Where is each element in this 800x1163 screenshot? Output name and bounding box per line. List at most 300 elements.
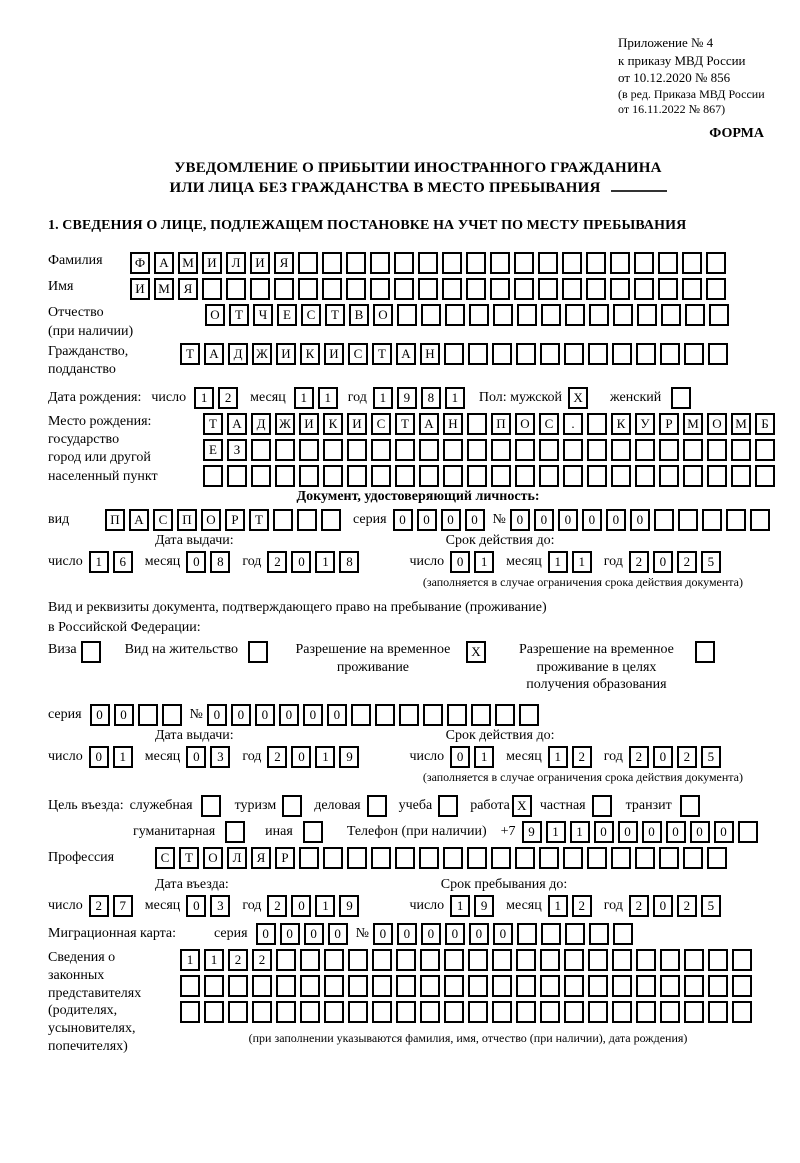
name-cell[interactable] [370,278,390,300]
profession-cell[interactable]: С [155,847,175,869]
doc-number-cell[interactable]: 0 [510,509,530,531]
profession-cell[interactable]: Я [251,847,271,869]
birthplace-cell[interactable] [227,465,247,487]
residence-permit-checkbox-cell[interactable] [248,641,268,663]
birthplace-cell[interactable] [467,465,487,487]
mig-number-cell[interactable] [541,923,561,945]
surname-cell[interactable] [322,252,342,274]
rvp-series-cell[interactable]: 0 [90,704,110,726]
sex-female-checkbox-cell[interactable] [671,387,691,409]
birthplace-cell[interactable] [635,465,655,487]
birthplace-cell[interactable]: К [611,413,631,435]
patronymic-cell[interactable] [589,304,609,326]
surname-cell[interactable] [634,252,654,274]
representative-cell[interactable] [684,1001,704,1023]
rvp-number-cell[interactable]: 0 [279,704,299,726]
birthplace-cell[interactable] [347,439,367,461]
representative-cell[interactable]: 1 [180,949,200,971]
doc-valid-day-cell[interactable]: 1 [474,551,494,573]
birthplace-cell[interactable]: О [515,413,535,435]
mig-number-cell[interactable] [589,923,609,945]
phone-cell[interactable]: 0 [666,821,686,843]
citizenship-cell[interactable]: Т [180,343,200,365]
representative-cell[interactable] [396,949,416,971]
birthplace-cell[interactable]: Р [659,413,679,435]
birthplace-cell[interactable] [275,465,295,487]
birthplace-cell[interactable] [419,439,439,461]
birthplace-cell[interactable] [587,465,607,487]
representative-cell[interactable] [372,975,392,997]
rvp-issue-day-cell[interactable]: 0 [89,746,109,768]
visa-checkbox-cell[interactable] [81,641,101,663]
patronymic-cell[interactable]: О [205,304,225,326]
representative-cell[interactable] [660,975,680,997]
rvp-issue-year-cell[interactable]: 9 [339,746,359,768]
representative-cell[interactable] [636,975,656,997]
representative-cell[interactable] [708,1001,728,1023]
name-cell[interactable] [586,278,606,300]
purpose-business-checkbox-cell[interactable] [367,795,387,817]
representative-cell[interactable] [564,1001,584,1023]
name-cell[interactable] [202,278,222,300]
purpose-work-checkbox-cell[interactable]: X [512,795,532,817]
phone-cell[interactable]: 0 [714,821,734,843]
rvp-issue-year-cell[interactable]: 0 [291,746,311,768]
birthplace-cell[interactable] [395,439,415,461]
doc-type-cell[interactable] [297,509,317,531]
citizenship-cell[interactable]: К [300,343,320,365]
doc-series-cell[interactable]: 0 [393,509,413,531]
doc-series-cell[interactable]: 0 [417,509,437,531]
rvp-issue-month-cell[interactable]: 3 [210,746,230,768]
birthplace-cell[interactable] [755,439,775,461]
representative-cell[interactable] [204,1001,224,1023]
birth-year-cell[interactable]: 1 [373,387,393,409]
birthplace-cell[interactable] [371,439,391,461]
citizenship-cell[interactable] [540,343,560,365]
birthplace-cell[interactable]: Е [203,439,223,461]
purpose-other-checkbox-cell[interactable] [303,821,323,843]
patronymic-cell[interactable] [517,304,537,326]
birthplace-cell[interactable]: И [299,413,319,435]
citizenship-cell[interactable]: Т [372,343,392,365]
stay-year-cell[interactable]: 0 [653,895,673,917]
representative-cell[interactable] [348,1001,368,1023]
patronymic-cell[interactable]: Т [229,304,249,326]
rvp-valid-year-cell[interactable]: 0 [653,746,673,768]
representative-cell[interactable] [348,949,368,971]
birthplace-cell[interactable] [443,439,463,461]
mig-series-cell[interactable]: 0 [280,923,300,945]
doc-issue-month-cell[interactable]: 0 [186,551,206,573]
surname-cell[interactable] [466,252,486,274]
representative-cell[interactable] [324,975,344,997]
entry-day-cell[interactable]: 7 [113,895,133,917]
profession-cell[interactable]: О [203,847,223,869]
citizenship-cell[interactable]: Д [228,343,248,365]
birthplace-cell[interactable]: М [731,413,751,435]
birthplace-cell[interactable] [251,465,271,487]
birthplace-cell[interactable]: С [539,413,559,435]
representative-cell[interactable] [324,1001,344,1023]
birthplace-cell[interactable] [635,439,655,461]
doc-type-cell[interactable]: П [177,509,197,531]
rvp-series-cell[interactable] [138,704,158,726]
doc-valid-year-cell[interactable]: 5 [701,551,721,573]
representative-cell[interactable] [540,975,560,997]
entry-year-cell[interactable]: 0 [291,895,311,917]
citizenship-cell[interactable]: И [324,343,344,365]
purpose-tourism-checkbox-cell[interactable] [282,795,302,817]
representative-cell[interactable] [252,1001,272,1023]
patronymic-cell[interactable]: С [301,304,321,326]
patronymic-cell[interactable] [637,304,657,326]
doc-type-cell[interactable]: Р [225,509,245,531]
rvp-number-cell[interactable] [495,704,515,726]
patronymic-cell[interactable] [661,304,681,326]
representative-cell[interactable] [684,949,704,971]
birthplace-cell[interactable] [539,465,559,487]
birthplace-cell[interactable] [299,465,319,487]
birthplace-cell[interactable] [371,465,391,487]
name-cell[interactable] [562,278,582,300]
profession-cell[interactable]: Л [227,847,247,869]
birthplace-cell[interactable] [323,439,343,461]
name-cell[interactable] [442,278,462,300]
surname-cell[interactable]: И [250,252,270,274]
surname-cell[interactable] [586,252,606,274]
birthplace-cell[interactable] [587,413,607,435]
surname-cell[interactable] [706,252,726,274]
birthplace-cell[interactable] [611,465,631,487]
surname-cell[interactable] [442,252,462,274]
representative-cell[interactable] [276,949,296,971]
patronymic-cell[interactable] [541,304,561,326]
surname-cell[interactable]: И [202,252,222,274]
doc-number-cell[interactable] [726,509,746,531]
citizenship-cell[interactable] [516,343,536,365]
profession-cell[interactable] [587,847,607,869]
mig-number-cell[interactable]: 0 [397,923,417,945]
doc-number-cell[interactable] [678,509,698,531]
birthplace-cell[interactable]: . [563,413,583,435]
rvp-number-cell[interactable]: 0 [255,704,275,726]
citizenship-cell[interactable] [684,343,704,365]
rvp-number-cell[interactable] [399,704,419,726]
phone-cell[interactable]: 0 [690,821,710,843]
surname-cell[interactable] [298,252,318,274]
representative-cell[interactable] [732,949,752,971]
patronymic-cell[interactable]: В [349,304,369,326]
surname-cell[interactable]: Я [274,252,294,274]
citizenship-cell[interactable]: С [348,343,368,365]
birthplace-cell[interactable] [515,439,535,461]
name-cell[interactable] [706,278,726,300]
name-cell[interactable]: И [130,278,150,300]
profession-cell[interactable] [515,847,535,869]
profession-cell[interactable] [683,847,703,869]
stay-month-cell[interactable]: 2 [572,895,592,917]
representative-cell[interactable]: 2 [228,949,248,971]
phone-cell[interactable]: 1 [570,821,590,843]
birthplace-cell[interactable]: Д [251,413,271,435]
birthplace-cell[interactable]: Ж [275,413,295,435]
birthplace-cell[interactable] [611,439,631,461]
phone-cell[interactable]: 1 [546,821,566,843]
name-cell[interactable] [634,278,654,300]
citizenship-cell[interactable] [492,343,512,365]
birthplace-cell[interactable]: Н [443,413,463,435]
representative-cell[interactable] [228,1001,248,1023]
name-cell[interactable] [538,278,558,300]
stay-day-cell[interactable]: 1 [450,895,470,917]
representative-cell[interactable] [444,975,464,997]
birthplace-cell[interactable] [347,465,367,487]
entry-year-cell[interactable]: 9 [339,895,359,917]
birthplace-cell[interactable]: Т [395,413,415,435]
doc-valid-year-cell[interactable]: 0 [653,551,673,573]
doc-issue-year-cell[interactable]: 1 [315,551,335,573]
representative-cell[interactable] [564,949,584,971]
representative-cell[interactable] [588,1001,608,1023]
representative-cell[interactable] [684,975,704,997]
birthplace-cell[interactable] [683,439,703,461]
rvp-number-cell[interactable]: 0 [207,704,227,726]
birthplace-cell[interactable] [659,465,679,487]
rvp-series-cell[interactable]: 0 [114,704,134,726]
citizenship-cell[interactable] [708,343,728,365]
representative-cell[interactable] [564,975,584,997]
representative-cell[interactable] [588,975,608,997]
purpose-official-checkbox-cell[interactable] [201,795,221,817]
birthplace-cell[interactable] [491,465,511,487]
surname-cell[interactable] [610,252,630,274]
birthplace-cell[interactable] [707,465,727,487]
phone-cell[interactable]: 0 [594,821,614,843]
representative-cell[interactable] [252,975,272,997]
representative-cell[interactable] [420,975,440,997]
rvp-number-cell[interactable] [423,704,443,726]
name-cell[interactable] [346,278,366,300]
doc-type-cell[interactable] [321,509,341,531]
purpose-humanitarian-checkbox-cell[interactable] [225,821,245,843]
representative-cell[interactable] [444,949,464,971]
purpose-study-checkbox-cell[interactable] [438,795,458,817]
birthplace-cell[interactable] [587,439,607,461]
surname-cell[interactable] [562,252,582,274]
doc-series-cell[interactable]: 0 [465,509,485,531]
representative-cell[interactable] [516,949,536,971]
citizenship-cell[interactable] [444,343,464,365]
mig-series-cell[interactable]: 0 [256,923,276,945]
name-cell[interactable]: М [154,278,174,300]
profession-cell[interactable] [635,847,655,869]
representative-cell[interactable] [492,975,512,997]
representative-cell[interactable]: 2 [252,949,272,971]
doc-series-cell[interactable]: 0 [441,509,461,531]
representative-cell[interactable] [660,949,680,971]
doc-valid-year-cell[interactable]: 2 [677,551,697,573]
stay-year-cell[interactable]: 2 [677,895,697,917]
mig-number-cell[interactable]: 0 [493,923,513,945]
rvp-valid-day-cell[interactable]: 1 [474,746,494,768]
phone-cell[interactable]: 0 [618,821,638,843]
profession-cell[interactable]: Т [179,847,199,869]
doc-number-cell[interactable]: 0 [558,509,578,531]
doc-issue-day-cell[interactable]: 1 [89,551,109,573]
representative-cell[interactable] [180,1001,200,1023]
birthplace-cell[interactable]: М [683,413,703,435]
birthplace-cell[interactable]: У [635,413,655,435]
name-cell[interactable] [322,278,342,300]
representative-cell[interactable] [636,949,656,971]
doc-issue-day-cell[interactable]: 6 [113,551,133,573]
representative-cell[interactable] [180,975,200,997]
doc-valid-month-cell[interactable]: 1 [572,551,592,573]
mig-series-cell[interactable]: 0 [304,923,324,945]
citizenship-cell[interactable]: Н [420,343,440,365]
surname-cell[interactable] [394,252,414,274]
citizenship-cell[interactable]: А [396,343,416,365]
entry-year-cell[interactable]: 2 [267,895,287,917]
doc-issue-year-cell[interactable]: 2 [267,551,287,573]
stay-year-cell[interactable]: 5 [701,895,721,917]
birthplace-cell[interactable] [395,465,415,487]
birthplace-cell[interactable] [275,439,295,461]
representative-cell[interactable] [372,949,392,971]
representative-cell[interactable]: 1 [204,949,224,971]
citizenship-cell[interactable] [660,343,680,365]
entry-month-cell[interactable]: 3 [210,895,230,917]
purpose-private-checkbox-cell[interactable] [592,795,612,817]
birthplace-cell[interactable] [299,439,319,461]
name-cell[interactable]: Я [178,278,198,300]
patronymic-cell[interactable] [709,304,729,326]
name-cell[interactable] [658,278,678,300]
citizenship-cell[interactable]: А [204,343,224,365]
name-cell[interactable] [298,278,318,300]
citizenship-cell[interactable] [636,343,656,365]
doc-valid-year-cell[interactable]: 2 [629,551,649,573]
mig-number-cell[interactable]: 0 [373,923,393,945]
representative-cell[interactable] [540,949,560,971]
birthplace-cell[interactable]: А [419,413,439,435]
representative-cell[interactable] [372,1001,392,1023]
birth-month-cell[interactable]: 1 [294,387,314,409]
patronymic-cell[interactable] [421,304,441,326]
profession-cell[interactable] [419,847,439,869]
stay-month-cell[interactable]: 1 [548,895,568,917]
representative-cell[interactable] [540,1001,560,1023]
representative-cell[interactable] [732,1001,752,1023]
birthplace-cell[interactable] [443,465,463,487]
profession-cell[interactable] [491,847,511,869]
phone-cell[interactable] [738,821,758,843]
phone-cell[interactable]: 0 [642,821,662,843]
citizenship-cell[interactable] [612,343,632,365]
rvp-number-cell[interactable]: 0 [327,704,347,726]
representative-cell[interactable] [492,1001,512,1023]
surname-cell[interactable] [538,252,558,274]
birthplace-cell[interactable]: Т [203,413,223,435]
representative-cell[interactable] [468,1001,488,1023]
name-cell[interactable] [274,278,294,300]
birthplace-cell[interactable] [203,465,223,487]
doc-issue-year-cell[interactable]: 8 [339,551,359,573]
representative-cell[interactable] [612,975,632,997]
name-cell[interactable] [490,278,510,300]
representative-cell[interactable] [396,1001,416,1023]
name-cell[interactable] [418,278,438,300]
birthplace-cell[interactable]: К [323,413,343,435]
representative-cell[interactable] [276,1001,296,1023]
birthplace-cell[interactable] [491,439,511,461]
patronymic-cell[interactable]: Т [325,304,345,326]
patronymic-cell[interactable]: Ч [253,304,273,326]
doc-issue-year-cell[interactable]: 0 [291,551,311,573]
birthplace-cell[interactable] [683,465,703,487]
rvp-issue-day-cell[interactable]: 1 [113,746,133,768]
entry-year-cell[interactable]: 1 [315,895,335,917]
name-cell[interactable] [682,278,702,300]
mig-series-cell[interactable]: 0 [328,923,348,945]
doc-type-cell[interactable]: Т [249,509,269,531]
doc-number-cell[interactable]: 0 [630,509,650,531]
doc-type-cell[interactable]: С [153,509,173,531]
profession-cell[interactable] [395,847,415,869]
name-cell[interactable] [466,278,486,300]
birthplace-cell[interactable] [539,439,559,461]
representative-cell[interactable] [468,949,488,971]
profession-cell[interactable] [443,847,463,869]
representative-cell[interactable] [444,1001,464,1023]
rvp-number-cell[interactable]: 0 [303,704,323,726]
surname-cell[interactable]: Ф [130,252,150,274]
birthplace-cell[interactable] [323,465,343,487]
birth-year-cell[interactable]: 1 [445,387,465,409]
mig-number-cell[interactable] [565,923,585,945]
representative-cell[interactable] [660,1001,680,1023]
doc-type-cell[interactable]: А [129,509,149,531]
doc-number-cell[interactable]: 0 [534,509,554,531]
rvp-valid-day-cell[interactable]: 0 [450,746,470,768]
patronymic-cell[interactable] [613,304,633,326]
entry-month-cell[interactable]: 0 [186,895,206,917]
birthplace-cell[interactable] [563,465,583,487]
birthplace-cell[interactable]: Б [755,413,775,435]
profession-cell[interactable] [707,847,727,869]
patronymic-cell[interactable] [685,304,705,326]
name-cell[interactable] [394,278,414,300]
rvp-number-cell[interactable]: 0 [231,704,251,726]
rvp-number-cell[interactable] [447,704,467,726]
rvp-issue-year-cell[interactable]: 2 [267,746,287,768]
citizenship-cell[interactable]: Ж [252,343,272,365]
profession-cell[interactable] [371,847,391,869]
mig-number-cell[interactable]: 0 [445,923,465,945]
doc-number-cell[interactable]: 0 [606,509,626,531]
doc-valid-month-cell[interactable]: 1 [548,551,568,573]
surname-cell[interactable]: Л [226,252,246,274]
rvp-valid-year-cell[interactable]: 5 [701,746,721,768]
representative-cell[interactable] [204,975,224,997]
profession-cell[interactable] [611,847,631,869]
birth-day-cell[interactable]: 1 [194,387,214,409]
doc-valid-day-cell[interactable]: 0 [450,551,470,573]
birth-day-cell[interactable]: 2 [218,387,238,409]
doc-number-cell[interactable]: 0 [582,509,602,531]
representative-cell[interactable] [300,1001,320,1023]
